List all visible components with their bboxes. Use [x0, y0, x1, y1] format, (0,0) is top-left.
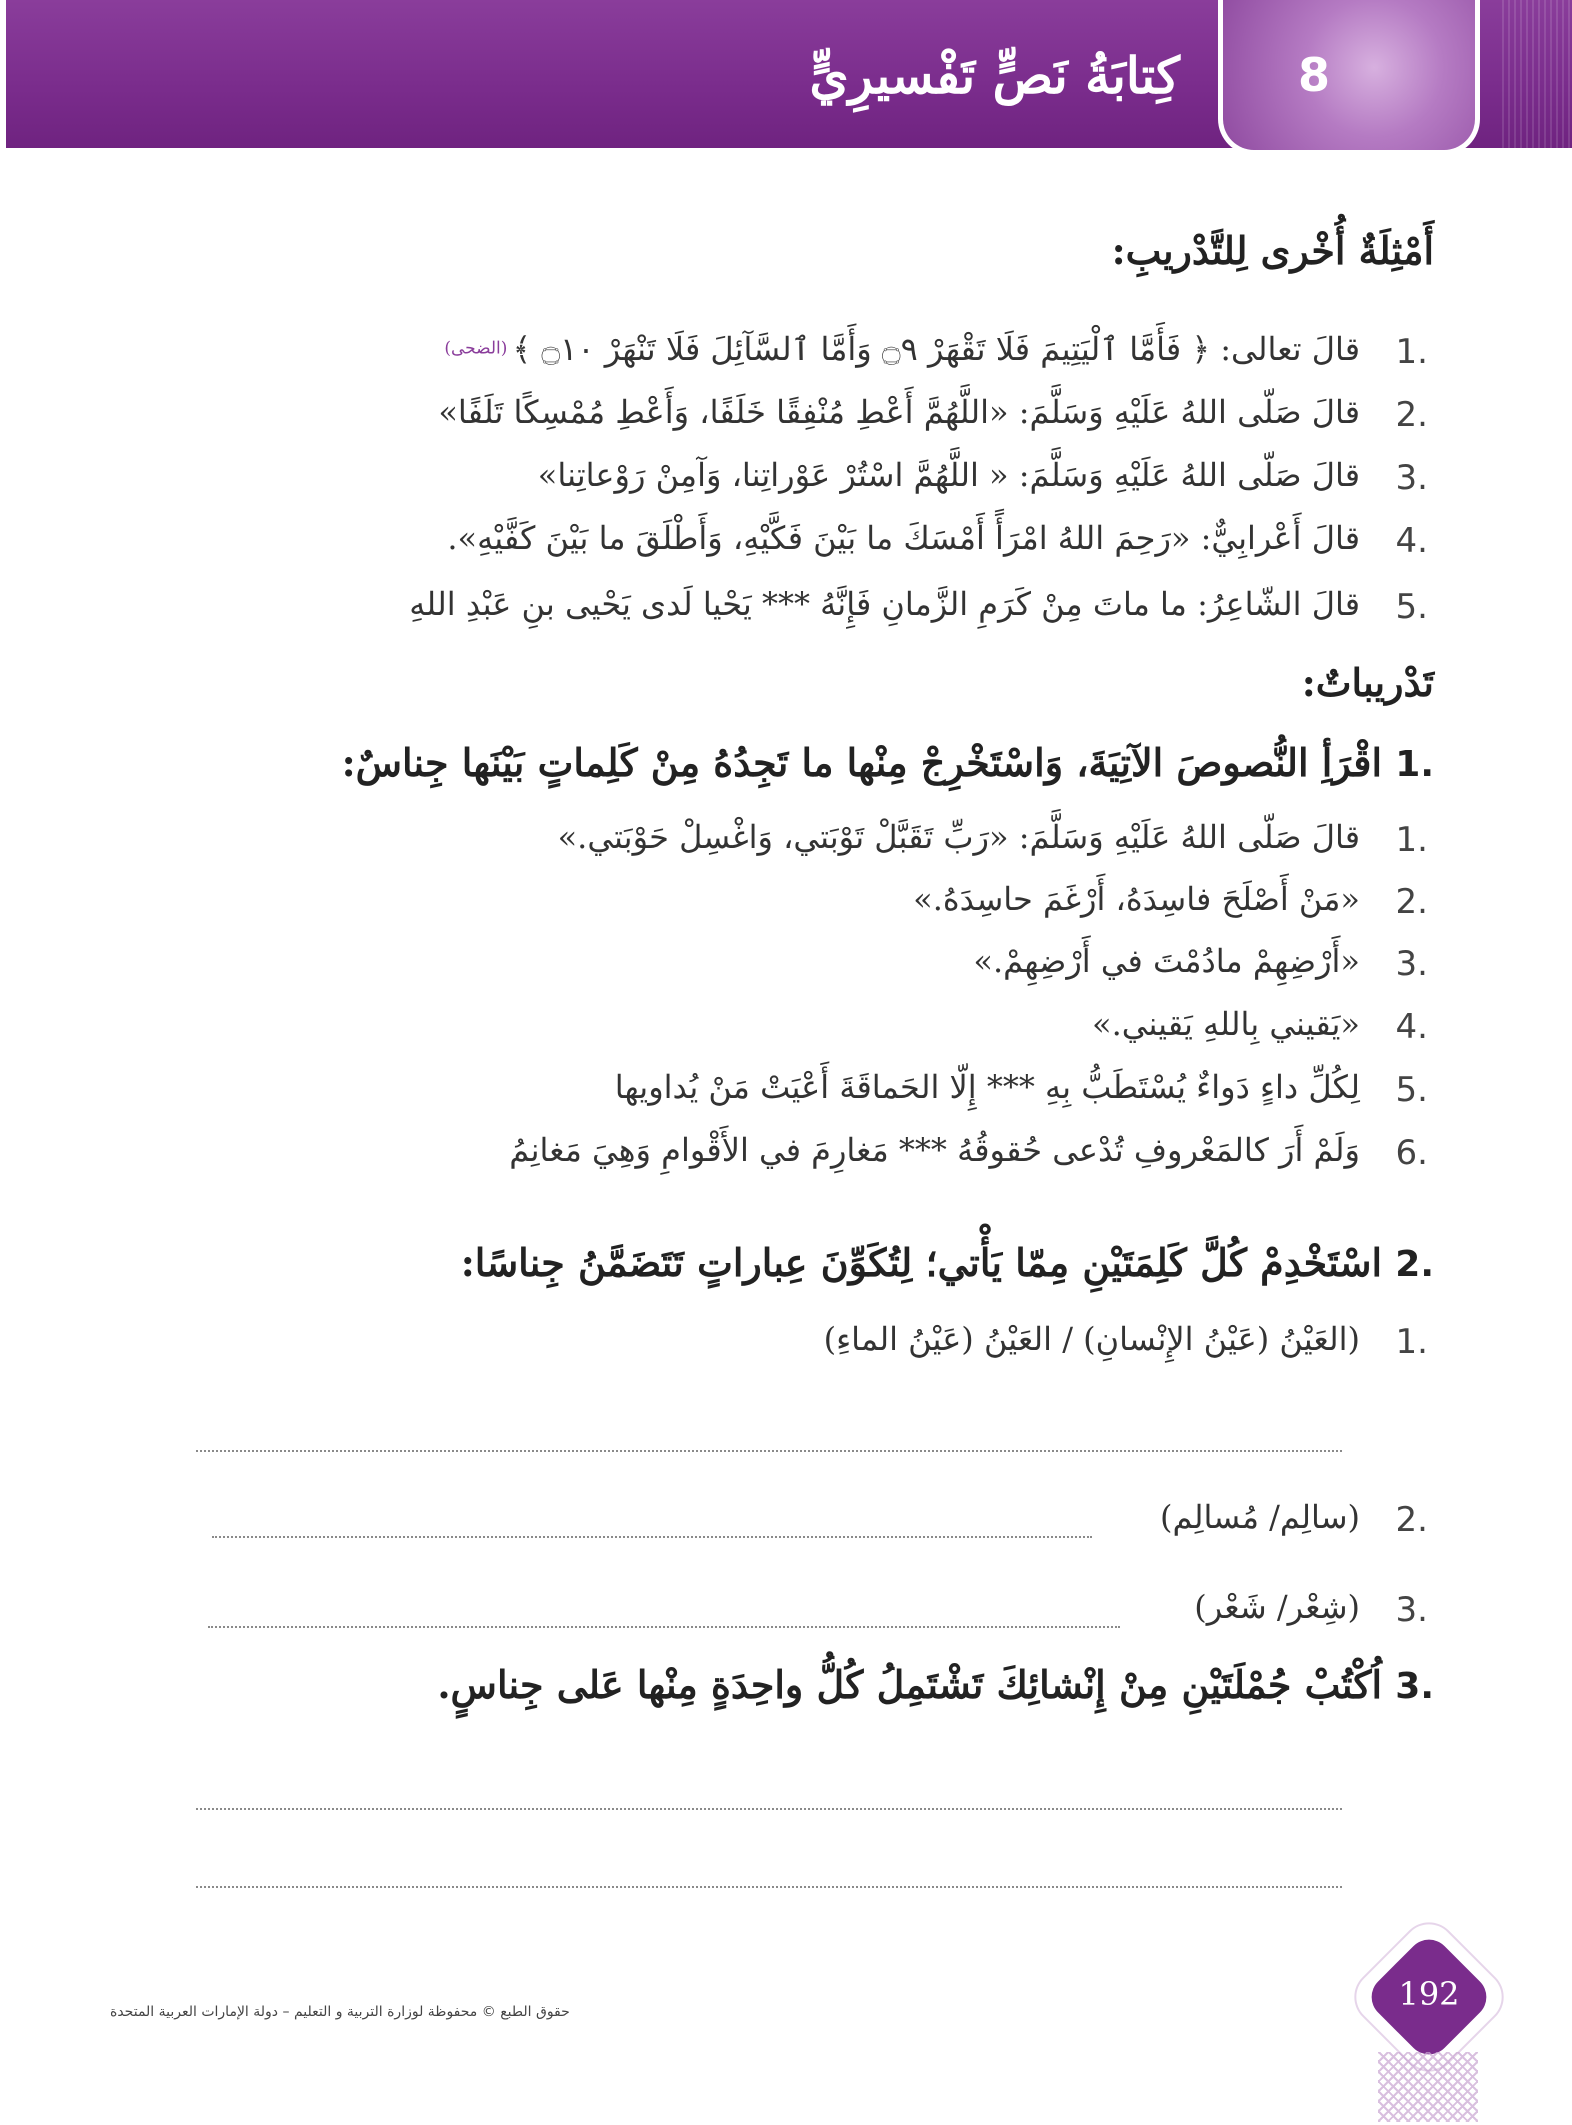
exercise-number: 3. — [1395, 1666, 1434, 1707]
item-text: (سالِم/ مُسالِم) — [1159, 1498, 1360, 1536]
item-number: 1. — [1395, 820, 1428, 860]
drills-heading: تَدْريباتٌ: — [1301, 660, 1434, 705]
item-text: «أَرْضِهِمْ مادُمْتَ في أَرْضِهِمْ.» — [973, 942, 1360, 980]
item-number: 2. — [1395, 1500, 1428, 1540]
exercise-prompt-text: اقْرَأِ النُّصوصَ الآتِيَةَ، وَاسْتَخْرِجْ مِنْها ما تَجِدُهُ مِنْ كَلِماتٍ بَيْنَها جِناسٌ: — [341, 740, 1383, 785]
example-number: 5. — [1395, 587, 1428, 627]
answer-line[interactable] — [196, 1886, 1342, 1888]
example-item — [444, 330, 1428, 372]
exercise-prompt-text: اسْتَخْدِمْ كُلَّ كَلِمَتَيْنِ مِمّا يَأْتي؛ لِتُكَوِّنَ عِباراتٍ تَتَضَمَّنُ جِناسًا: — [460, 1240, 1383, 1285]
example-item — [409, 585, 1428, 627]
exercise-2-item — [1194, 1588, 1428, 1630]
unit-number: 8 — [1297, 48, 1330, 102]
example-item — [447, 519, 1428, 561]
item-number: 2. — [1395, 882, 1428, 922]
exercise-3-prompt — [437, 1662, 1434, 1707]
exercise-2-prompt — [461, 1240, 1434, 1285]
answer-line[interactable] — [208, 1626, 1120, 1628]
exercise-1-item — [557, 818, 1428, 860]
corner-texture — [1378, 2052, 1478, 2122]
item-number: 4. — [1395, 1007, 1428, 1047]
exercise-prompt-text: اُكْتُبْ جُمْلَتَيْنِ مِنْ إِنْشائِكَ تَشْتَمِلُ كُلُّ واحِدَةٍ مِنْها عَلى جِناسٍ. — [437, 1662, 1383, 1707]
example-number: 1. — [1395, 332, 1428, 372]
page-number: 192 — [1398, 1975, 1460, 2013]
item-text: وَلَمْ أَرَ كالمَعْروفِ تُدْعى حُقوقُهُ *** مَغارِمَ في الأَقْوامِ وَهِيَ مَغانِمُ — [509, 1131, 1360, 1169]
exercise-number: 2. — [1395, 1244, 1434, 1285]
item-number: 3. — [1395, 944, 1428, 984]
item-number: 1. — [1395, 1322, 1428, 1362]
copyright-footer: حقوق الطبع © محفوظة لوزارة التربية و التعليم – دولة الإمارات العربية المتحدة — [110, 2004, 570, 2020]
example-text: قالَ صَلّى اللهُ عَلَيْهِ وَسَلَّمَ: «اللَّهُمَّ أَعْطِ مُنْفِقًا خَلَفًا، وَأَعْطِ مُمْسِكًا تَلَفًا» — [438, 393, 1360, 431]
answer-line[interactable] — [212, 1536, 1092, 1538]
exercise-2-item — [1159, 1498, 1428, 1540]
exercise-1-item — [509, 1131, 1428, 1173]
lesson-title: كِتابَةُ نَصٍّ تَفْسيرِيٍّ — [809, 46, 1180, 105]
example-text: قالَ الشّاعِرُ: ما ماتَ مِنْ كَرَمِ الزَّمانِ فَإِنَّهُ *** يَحْيا لَدى يَحْيى بنِ عَبْدِ اللهِ — [409, 585, 1360, 623]
item-text: «يَقيني بِاللهِ يَقيني.» — [1092, 1005, 1360, 1043]
item-text: لِكُلِّ داءٍ دَواءٌ يُسْتَطَبُّ بِهِ *** إِلّا الحَماقَةَ أَعْيَتْ مَنْ يُداويها — [614, 1068, 1360, 1106]
example-item — [537, 456, 1428, 498]
item-text: «مَنْ أَصْلَحَ فاسِدَهُ، أَرْغَمَ حاسِدَهُ.» — [913, 880, 1360, 918]
surah-name: (الضحى) — [444, 338, 508, 359]
item-number: 6. — [1395, 1133, 1428, 1173]
example-number: 2. — [1395, 395, 1428, 435]
exercise-1-item — [913, 880, 1428, 922]
item-text: (العَيْنُ (عَيْنُ الإِنْسانِ) / العَيْنُ (عَيْنُ الماءِ) — [823, 1320, 1360, 1358]
exercise-1-prompt — [342, 740, 1434, 785]
exercise-1-item — [1092, 1005, 1428, 1047]
example-number: 4. — [1395, 521, 1428, 561]
example-number: 3. — [1395, 458, 1428, 498]
example-text: قالَ أَعْرابِيٌّ: «رَحِمَ اللهُ امْرَأً أَمْسَكَ ما بَيْنَ فَكَّيْهِ، وَأَطْلَقَ ما بَيْنَ كَفَّيْهِ». — [447, 519, 1360, 557]
example-text: قالَ تعالى: ﴿ فَأَمَّا ٱلْيَتِيمَ فَلَا تَقْهَرْ ۝٩ وَأَمَّا ٱلسَّآئِلَ فَلَا تَنْهَرْ ۝١٠ ﴾ — [512, 330, 1360, 368]
item-text: قالَ صَلّى اللهُ عَلَيْهِ وَسَلَّمَ: «رَبِّ تَقَبَّلْ تَوْبَتي، وَاغْسِلْ حَوْبَتي.» — [557, 818, 1360, 856]
exercise-1-item — [614, 1068, 1428, 1110]
exercise-1-item — [973, 942, 1428, 984]
answer-line[interactable] — [196, 1450, 1342, 1452]
item-number: 5. — [1395, 1070, 1428, 1110]
example-item — [438, 393, 1428, 435]
examples-heading: أَمْثِلَةٌ أُخْرى لِلتَّدْريبِ: — [1111, 228, 1434, 273]
exercise-number: 1. — [1395, 744, 1434, 785]
exercise-2-item — [823, 1320, 1428, 1362]
example-text: قالَ صَلّى اللهُ عَلَيْهِ وَسَلَّمَ: « اللَّهُمَّ اسْتُرْ عَوْراتِنا، وَآمِنْ رَوْعاتِنا» — [537, 456, 1360, 494]
item-text: (شِعْر/ شَعْر) — [1194, 1588, 1360, 1626]
item-number: 3. — [1395, 1590, 1428, 1630]
answer-line[interactable] — [196, 1808, 1342, 1810]
